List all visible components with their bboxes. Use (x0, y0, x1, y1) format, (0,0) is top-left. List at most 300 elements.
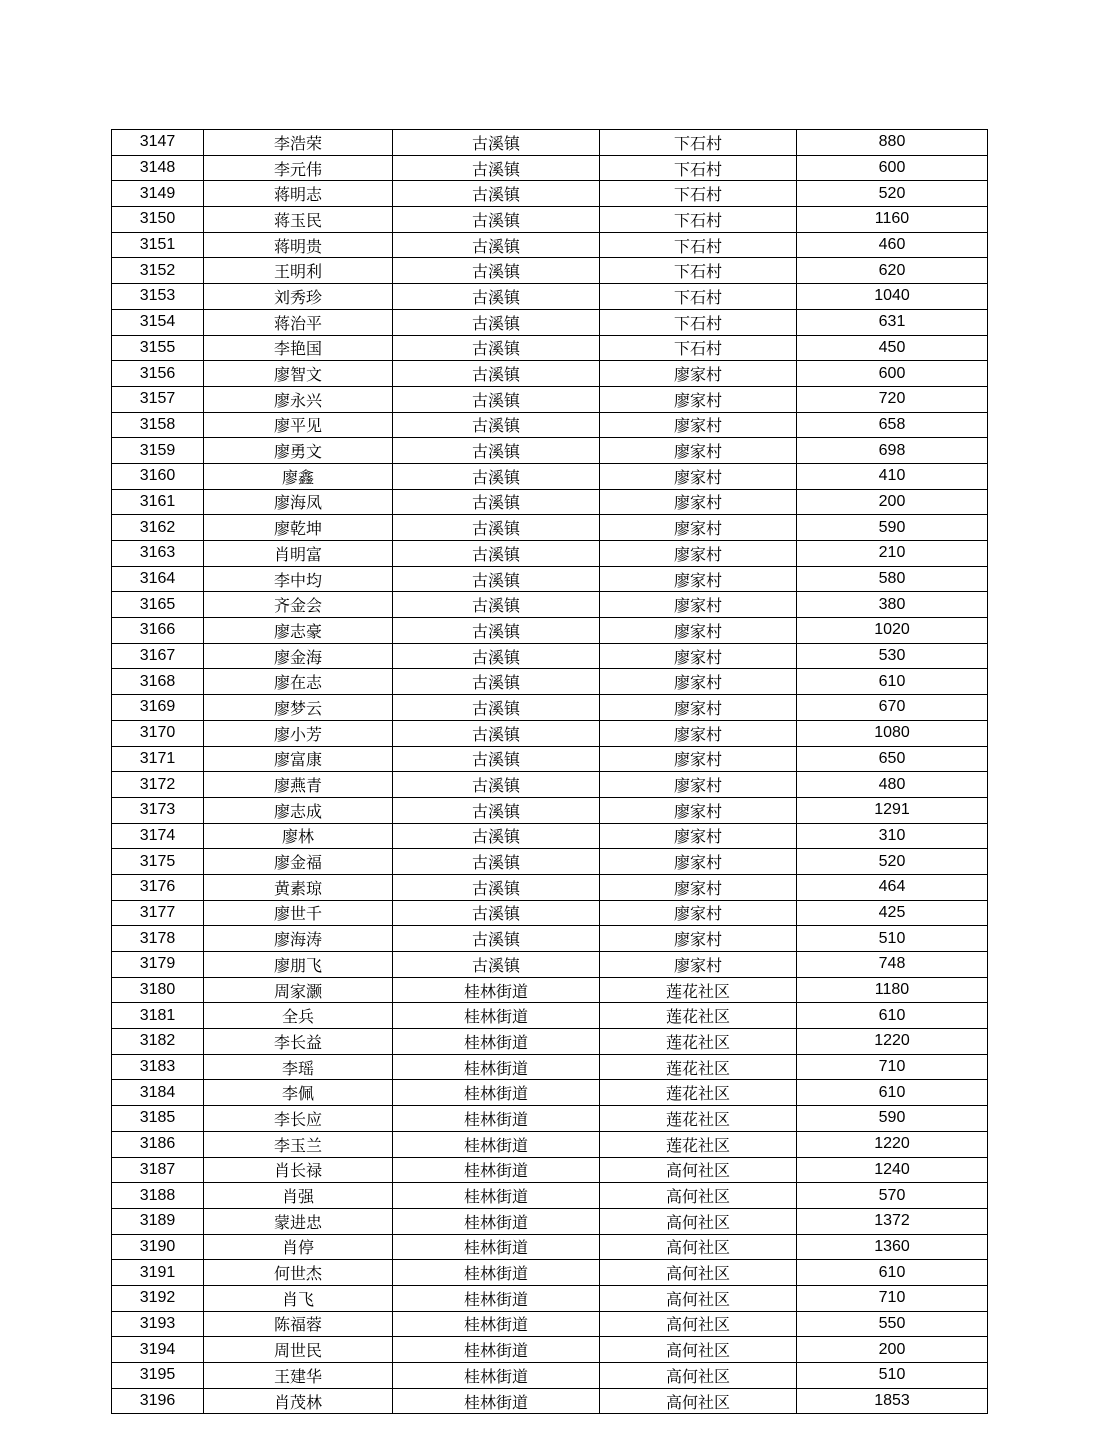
village-cell: 高何社区 (600, 1183, 797, 1209)
amount-cell: 1360 (797, 1234, 988, 1260)
name-cell: 李佩 (204, 1080, 393, 1106)
amount-cell: 580 (797, 566, 988, 592)
village-cell: 下石村 (600, 207, 797, 233)
name-cell: 李中均 (204, 566, 393, 592)
town-cell: 桂林街道 (393, 1106, 600, 1132)
name-cell: 肖强 (204, 1183, 393, 1209)
table-row (112, 1003, 988, 1029)
town-cell: 古溪镇 (393, 386, 600, 412)
amount-cell: 720 (797, 386, 988, 412)
village-cell: 高何社区 (600, 1208, 797, 1234)
row-number-cell: 3161 (112, 489, 204, 515)
name-cell: 廖金福 (204, 849, 393, 875)
row-number-cell: 3188 (112, 1183, 204, 1209)
row-number-cell: 3155 (112, 335, 204, 361)
table-row (112, 412, 988, 438)
town-cell: 古溪镇 (393, 489, 600, 515)
table-row (112, 463, 988, 489)
amount-cell: 1020 (797, 618, 988, 644)
village-cell: 下石村 (600, 309, 797, 335)
row-number-cell: 3158 (112, 412, 204, 438)
table-row (112, 1183, 988, 1209)
name-cell: 廖在志 (204, 669, 393, 695)
name-cell: 李元伟 (204, 155, 393, 181)
row-number-cell: 3176 (112, 874, 204, 900)
village-cell: 下石村 (600, 335, 797, 361)
amount-cell: 1853 (797, 1388, 988, 1414)
row-number-cell: 3174 (112, 823, 204, 849)
row-number-cell: 3179 (112, 952, 204, 978)
table-row (112, 900, 988, 926)
town-cell: 古溪镇 (393, 952, 600, 978)
table-row (112, 1029, 988, 1055)
town-cell: 桂林街道 (393, 1208, 600, 1234)
amount-cell: 600 (797, 155, 988, 181)
name-cell: 蒋明贵 (204, 232, 393, 258)
row-number-cell: 3162 (112, 515, 204, 541)
table-row (112, 155, 988, 181)
town-cell: 桂林街道 (393, 1260, 600, 1286)
row-number-cell: 3167 (112, 643, 204, 669)
table-row (112, 566, 988, 592)
amount-cell: 610 (797, 1080, 988, 1106)
table-row (112, 797, 988, 823)
table-row (112, 720, 988, 746)
name-cell: 李瑶 (204, 1054, 393, 1080)
name-cell: 王建华 (204, 1363, 393, 1389)
table-row (112, 284, 988, 310)
village-cell: 廖家村 (600, 386, 797, 412)
name-cell: 廖朋飞 (204, 952, 393, 978)
town-cell: 古溪镇 (393, 797, 600, 823)
town-cell: 古溪镇 (393, 874, 600, 900)
name-cell: 廖世千 (204, 900, 393, 926)
name-cell: 廖林 (204, 823, 393, 849)
amount-cell: 610 (797, 669, 988, 695)
town-cell: 古溪镇 (393, 643, 600, 669)
name-cell: 陈福蓉 (204, 1311, 393, 1337)
row-number-cell: 3169 (112, 695, 204, 721)
amount-cell: 310 (797, 823, 988, 849)
village-cell: 高何社区 (600, 1388, 797, 1414)
name-cell: 蒋明志 (204, 181, 393, 207)
row-number-cell: 3149 (112, 181, 204, 207)
table-row (112, 386, 988, 412)
name-cell: 蒋治平 (204, 309, 393, 335)
name-cell: 李长应 (204, 1106, 393, 1132)
row-number-cell: 3189 (112, 1208, 204, 1234)
name-cell: 黄素琼 (204, 874, 393, 900)
row-number-cell: 3171 (112, 746, 204, 772)
amount-cell: 1291 (797, 797, 988, 823)
name-cell: 廖金海 (204, 643, 393, 669)
village-cell: 廖家村 (600, 541, 797, 567)
row-number-cell: 3191 (112, 1260, 204, 1286)
table-row (112, 1106, 988, 1132)
amount-cell: 610 (797, 1260, 988, 1286)
town-cell: 古溪镇 (393, 618, 600, 644)
amount-cell: 1220 (797, 1131, 988, 1157)
amount-cell: 570 (797, 1183, 988, 1209)
row-number-cell: 3180 (112, 977, 204, 1003)
village-cell: 廖家村 (600, 823, 797, 849)
amount-cell: 520 (797, 849, 988, 875)
name-cell: 蒋玉民 (204, 207, 393, 233)
town-cell: 古溪镇 (393, 772, 600, 798)
amount-cell: 550 (797, 1311, 988, 1337)
town-cell: 桂林街道 (393, 1029, 600, 1055)
amount-cell: 1372 (797, 1208, 988, 1234)
amount-cell: 450 (797, 335, 988, 361)
town-cell: 古溪镇 (393, 130, 600, 156)
town-cell: 桂林街道 (393, 1054, 600, 1080)
amount-cell: 610 (797, 1003, 988, 1029)
name-cell: 肖长禄 (204, 1157, 393, 1183)
table-row (112, 1363, 988, 1389)
village-cell: 高何社区 (600, 1234, 797, 1260)
name-cell: 廖乾坤 (204, 515, 393, 541)
town-cell: 古溪镇 (393, 669, 600, 695)
table-row (112, 1054, 988, 1080)
row-number-cell: 3187 (112, 1157, 204, 1183)
village-cell: 廖家村 (600, 746, 797, 772)
town-cell: 古溪镇 (393, 207, 600, 233)
table-row (112, 1337, 988, 1363)
town-cell: 桂林街道 (393, 1311, 600, 1337)
table-row (112, 207, 988, 233)
town-cell: 古溪镇 (393, 155, 600, 181)
amount-cell: 1240 (797, 1157, 988, 1183)
row-number-cell: 3151 (112, 232, 204, 258)
row-number-cell: 3186 (112, 1131, 204, 1157)
village-cell: 廖家村 (600, 438, 797, 464)
village-cell: 高何社区 (600, 1337, 797, 1363)
table-row (112, 489, 988, 515)
name-cell: 廖智文 (204, 361, 393, 387)
town-cell: 桂林街道 (393, 1388, 600, 1414)
amount-cell: 464 (797, 874, 988, 900)
table-row (112, 309, 988, 335)
village-cell: 廖家村 (600, 361, 797, 387)
town-cell: 古溪镇 (393, 746, 600, 772)
amount-cell: 710 (797, 1054, 988, 1080)
amount-cell: 410 (797, 463, 988, 489)
row-number-cell: 3184 (112, 1080, 204, 1106)
amount-cell: 1160 (797, 207, 988, 233)
amount-cell: 600 (797, 361, 988, 387)
row-number-cell: 3195 (112, 1363, 204, 1389)
table-row (112, 1311, 988, 1337)
name-cell: 廖平见 (204, 412, 393, 438)
amount-cell: 380 (797, 592, 988, 618)
row-number-cell: 3157 (112, 386, 204, 412)
amount-cell: 1220 (797, 1029, 988, 1055)
table-row (112, 592, 988, 618)
town-cell: 古溪镇 (393, 541, 600, 567)
village-cell: 莲花社区 (600, 1029, 797, 1055)
amount-cell: 1080 (797, 720, 988, 746)
village-cell: 下石村 (600, 284, 797, 310)
amount-cell: 631 (797, 309, 988, 335)
table-row (112, 669, 988, 695)
name-cell: 肖明富 (204, 541, 393, 567)
row-number-cell: 3175 (112, 849, 204, 875)
table-row (112, 1157, 988, 1183)
amount-cell: 590 (797, 1106, 988, 1132)
village-cell: 廖家村 (600, 592, 797, 618)
town-cell: 桂林街道 (393, 1363, 600, 1389)
amount-cell: 620 (797, 258, 988, 284)
name-cell: 何世杰 (204, 1260, 393, 1286)
data-table (111, 129, 988, 1414)
amount-cell: 530 (797, 643, 988, 669)
name-cell: 李浩荣 (204, 130, 393, 156)
town-cell: 古溪镇 (393, 361, 600, 387)
village-cell: 高何社区 (600, 1311, 797, 1337)
name-cell: 廖海涛 (204, 926, 393, 952)
name-cell: 李玉兰 (204, 1131, 393, 1157)
amount-cell: 880 (797, 130, 988, 156)
town-cell: 古溪镇 (393, 823, 600, 849)
table-row (112, 1260, 988, 1286)
table-row (112, 926, 988, 952)
amount-cell: 480 (797, 772, 988, 798)
town-cell: 桂林街道 (393, 1183, 600, 1209)
village-cell: 廖家村 (600, 412, 797, 438)
village-cell: 莲花社区 (600, 1003, 797, 1029)
amount-cell: 1040 (797, 284, 988, 310)
amount-cell: 710 (797, 1285, 988, 1311)
table-row (112, 874, 988, 900)
table-row (112, 541, 988, 567)
town-cell: 桂林街道 (393, 1157, 600, 1183)
table-row (112, 438, 988, 464)
village-cell: 廖家村 (600, 669, 797, 695)
name-cell: 廖永兴 (204, 386, 393, 412)
village-cell: 廖家村 (600, 926, 797, 952)
table-row (112, 823, 988, 849)
village-cell: 莲花社区 (600, 977, 797, 1003)
table-body (112, 130, 988, 1414)
row-number-cell: 3192 (112, 1285, 204, 1311)
row-number-cell: 3196 (112, 1388, 204, 1414)
amount-cell: 698 (797, 438, 988, 464)
row-number-cell: 3164 (112, 566, 204, 592)
row-number-cell: 3181 (112, 1003, 204, 1029)
table-row (112, 643, 988, 669)
row-number-cell: 3194 (112, 1337, 204, 1363)
name-cell: 廖鑫 (204, 463, 393, 489)
village-cell: 莲花社区 (600, 1106, 797, 1132)
town-cell: 古溪镇 (393, 592, 600, 618)
row-number-cell: 3190 (112, 1234, 204, 1260)
row-number-cell: 3160 (112, 463, 204, 489)
village-cell: 廖家村 (600, 900, 797, 926)
table-row (112, 849, 988, 875)
village-cell: 廖家村 (600, 720, 797, 746)
town-cell: 古溪镇 (393, 309, 600, 335)
table-row (112, 1285, 988, 1311)
row-number-cell: 3165 (112, 592, 204, 618)
village-cell: 高何社区 (600, 1363, 797, 1389)
row-number-cell: 3163 (112, 541, 204, 567)
table-row (112, 618, 988, 644)
name-cell: 廖小芳 (204, 720, 393, 746)
name-cell: 肖茂林 (204, 1388, 393, 1414)
name-cell: 李艳国 (204, 335, 393, 361)
village-cell: 高何社区 (600, 1260, 797, 1286)
table-row (112, 1080, 988, 1106)
row-number-cell: 3148 (112, 155, 204, 181)
row-number-cell: 3172 (112, 772, 204, 798)
village-cell: 廖家村 (600, 952, 797, 978)
row-number-cell: 3173 (112, 797, 204, 823)
village-cell: 下石村 (600, 130, 797, 156)
village-cell: 廖家村 (600, 695, 797, 721)
amount-cell: 658 (797, 412, 988, 438)
name-cell: 蒙进忠 (204, 1208, 393, 1234)
town-cell: 桂林街道 (393, 977, 600, 1003)
amount-cell: 425 (797, 900, 988, 926)
table-row (112, 952, 988, 978)
row-number-cell: 3150 (112, 207, 204, 233)
village-cell: 莲花社区 (600, 1131, 797, 1157)
amount-cell: 210 (797, 541, 988, 567)
town-cell: 古溪镇 (393, 438, 600, 464)
town-cell: 桂林街道 (393, 1285, 600, 1311)
town-cell: 桂林街道 (393, 1080, 600, 1106)
name-cell: 肖停 (204, 1234, 393, 1260)
town-cell: 古溪镇 (393, 515, 600, 541)
table-row (112, 695, 988, 721)
village-cell: 下石村 (600, 258, 797, 284)
table-row (112, 746, 988, 772)
table-row (112, 258, 988, 284)
amount-cell: 460 (797, 232, 988, 258)
row-number-cell: 3147 (112, 130, 204, 156)
town-cell: 古溪镇 (393, 335, 600, 361)
name-cell: 周世民 (204, 1337, 393, 1363)
amount-cell: 650 (797, 746, 988, 772)
name-cell: 周家灏 (204, 977, 393, 1003)
row-number-cell: 3168 (112, 669, 204, 695)
row-number-cell: 3193 (112, 1311, 204, 1337)
amount-cell: 200 (797, 489, 988, 515)
table-row (112, 1388, 988, 1414)
name-cell: 全兵 (204, 1003, 393, 1029)
village-cell: 廖家村 (600, 797, 797, 823)
name-cell: 刘秀珍 (204, 284, 393, 310)
amount-cell: 748 (797, 952, 988, 978)
name-cell: 齐金会 (204, 592, 393, 618)
town-cell: 古溪镇 (393, 181, 600, 207)
row-number-cell: 3185 (112, 1106, 204, 1132)
table-row (112, 181, 988, 207)
town-cell: 古溪镇 (393, 926, 600, 952)
row-number-cell: 3170 (112, 720, 204, 746)
village-cell: 高何社区 (600, 1157, 797, 1183)
table-row (112, 361, 988, 387)
name-cell: 王明利 (204, 258, 393, 284)
village-cell: 廖家村 (600, 849, 797, 875)
name-cell: 廖燕青 (204, 772, 393, 798)
table-row (112, 1131, 988, 1157)
name-cell: 廖梦云 (204, 695, 393, 721)
village-cell: 廖家村 (600, 772, 797, 798)
row-number-cell: 3154 (112, 309, 204, 335)
name-cell: 廖勇文 (204, 438, 393, 464)
town-cell: 古溪镇 (393, 463, 600, 489)
village-cell: 廖家村 (600, 489, 797, 515)
table-row (112, 130, 988, 156)
row-number-cell: 3178 (112, 926, 204, 952)
town-cell: 古溪镇 (393, 900, 600, 926)
name-cell: 肖飞 (204, 1285, 393, 1311)
row-number-cell: 3183 (112, 1054, 204, 1080)
amount-cell: 510 (797, 926, 988, 952)
name-cell: 李长益 (204, 1029, 393, 1055)
table-row (112, 335, 988, 361)
amount-cell: 200 (797, 1337, 988, 1363)
row-number-cell: 3152 (112, 258, 204, 284)
village-cell: 廖家村 (600, 463, 797, 489)
village-cell: 下石村 (600, 155, 797, 181)
table-row (112, 977, 988, 1003)
amount-cell: 520 (797, 181, 988, 207)
row-number-cell: 3153 (112, 284, 204, 310)
row-number-cell: 3177 (112, 900, 204, 926)
town-cell: 古溪镇 (393, 232, 600, 258)
village-cell: 廖家村 (600, 515, 797, 541)
village-cell: 莲花社区 (600, 1080, 797, 1106)
name-cell: 廖富康 (204, 746, 393, 772)
name-cell: 廖志成 (204, 797, 393, 823)
town-cell: 桂林街道 (393, 1337, 600, 1363)
town-cell: 古溪镇 (393, 258, 600, 284)
village-cell: 下石村 (600, 232, 797, 258)
table-row (112, 1208, 988, 1234)
village-cell: 廖家村 (600, 643, 797, 669)
row-number-cell: 3166 (112, 618, 204, 644)
amount-cell: 670 (797, 695, 988, 721)
village-cell: 廖家村 (600, 874, 797, 900)
row-number-cell: 3159 (112, 438, 204, 464)
amount-cell: 590 (797, 515, 988, 541)
village-cell: 下石村 (600, 181, 797, 207)
town-cell: 古溪镇 (393, 566, 600, 592)
row-number-cell: 3156 (112, 361, 204, 387)
town-cell: 古溪镇 (393, 849, 600, 875)
table-row (112, 515, 988, 541)
town-cell: 桂林街道 (393, 1003, 600, 1029)
town-cell: 古溪镇 (393, 284, 600, 310)
town-cell: 古溪镇 (393, 412, 600, 438)
name-cell: 廖志豪 (204, 618, 393, 644)
table-row (112, 232, 988, 258)
village-cell: 高何社区 (600, 1285, 797, 1311)
amount-cell: 510 (797, 1363, 988, 1389)
town-cell: 古溪镇 (393, 695, 600, 721)
village-cell: 廖家村 (600, 566, 797, 592)
town-cell: 桂林街道 (393, 1131, 600, 1157)
village-cell: 莲花社区 (600, 1054, 797, 1080)
amount-cell: 1180 (797, 977, 988, 1003)
table-row (112, 1234, 988, 1260)
town-cell: 桂林街道 (393, 1234, 600, 1260)
row-number-cell: 3182 (112, 1029, 204, 1055)
town-cell: 古溪镇 (393, 720, 600, 746)
name-cell: 廖海凤 (204, 489, 393, 515)
